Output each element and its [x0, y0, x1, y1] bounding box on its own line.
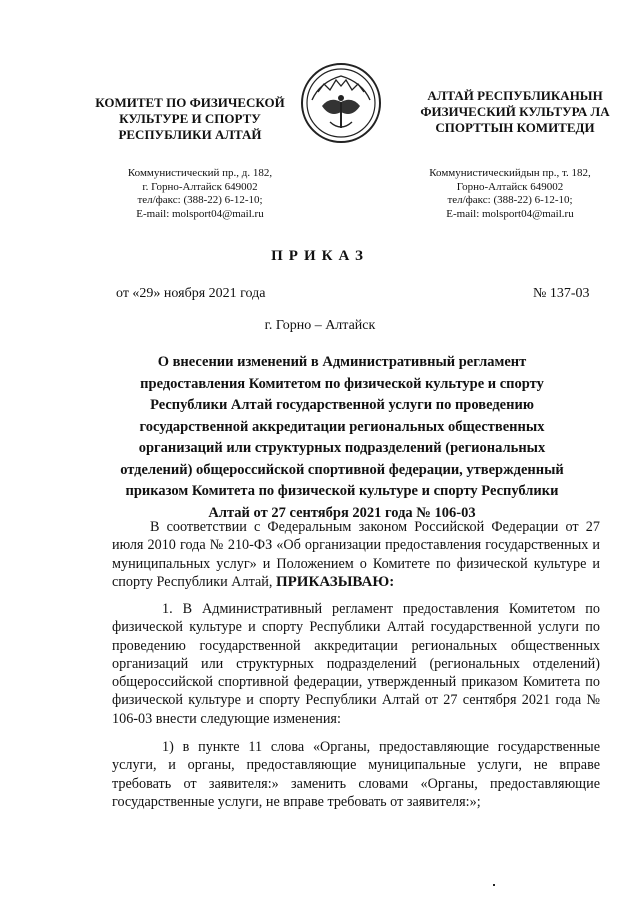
document-title: ПРИКАЗ: [271, 248, 369, 264]
order-city: г. Горно – Алтайск: [264, 318, 376, 333]
preamble-paragraph: [112, 518, 600, 591]
address-email: E-mail: molsport04@mail.ru: [446, 207, 574, 220]
item-1-1-paragraph: 1) в пункте 11 слова «Органы, предоставляющие государственные услуги, и органы, предоставляющие муниципальные услуги, не вправе требовать от заявителя:» заменить словами «Органы, предоставляющие государственные услуги, не вправе требовать от заявителя:»;: [112, 739, 600, 810]
org-name-line: АЛТАЙ РЕСПУБЛИКАНЫН: [427, 88, 603, 103]
subject-line: государственной аккредитации региональных общественных: [139, 418, 545, 435]
address-line: тел/факс: (388-22) 6-12-10;: [447, 194, 573, 206]
address-line: Коммунистический пр., д. 182,: [127, 167, 273, 179]
org-name-russian: [90, 95, 290, 143]
subject-line: отделений) общероссийской спортивной федерации, утвержденный: [120, 461, 564, 478]
subject-line: Алтай от 27 сентября 2021 года № 106-03: [208, 504, 476, 521]
item-1-paragraph: 1. В Административный регламент предоставления Комитетом по физической культуре и спорту Республики Алтай государственной услуги по проведению государственной аккредитации региональных общественных организаций или структурных подразделений (региональных отделений) общероссийской спортивной федерации, утвержденный приказом Комитета по физической культуре и спорту Республики Алтай от 27 сентября 2021 года № 106-03 внести следующие изменения:: [112, 601, 600, 727]
page-speck: [493, 884, 495, 886]
subject-line: приказом Комитета по физической культуре и спорту Республики: [125, 483, 559, 499]
address-altai: [405, 167, 615, 221]
address-line: Коммунистическийдын пр., т. 182,: [429, 167, 591, 179]
order-keyword: ПРИКАЗЫВАЮ:: [275, 573, 395, 590]
subject-line: предоставления Комитетом по физической культуре и спорту: [140, 375, 544, 392]
address-line: г. Горно-Алтайск 649002: [142, 180, 258, 193]
org-name-line: ФИЗИЧЕСКИЙ КУЛЬТУРА ЛА: [420, 104, 610, 119]
address-line: тел/факс: (388-22) 6-12-10;: [137, 194, 263, 206]
order-number: № 137-03: [533, 286, 590, 301]
subject-line: О внесении изменений в Административный регламент: [157, 354, 527, 370]
org-name-line: КУЛЬТУРЕ И СПОРТУ: [119, 111, 261, 126]
subject-line: Республики Алтай государственной услуги по проведению: [150, 397, 534, 413]
address-russian: [100, 167, 300, 221]
preamble-text: В соответствии с Федеральным законом Российской Федерации от 27 июля 2010 года № 210-ФЗ «Об организации предоставления государственных и муниципальных услуг» и Положением о Комитете по физической культуре и спорту Республики Алтай,: [112, 519, 600, 590]
order-subject: [112, 352, 572, 524]
republic-emblem-icon: [300, 62, 382, 144]
org-name-altai: [405, 88, 625, 136]
subject-line: организаций или структурных подразделений (региональных: [138, 440, 546, 456]
org-name-line: СПОРТТЫН КОМИТЕДИ: [435, 120, 595, 135]
org-name-line: РЕСПУБЛИКИ АЛТАЙ: [118, 127, 262, 142]
address-email: E-mail: molsport04@mail.ru: [136, 207, 264, 220]
address-line: Горно-Алтайск 649002: [456, 180, 564, 193]
org-name-line: КОМИТЕТ ПО ФИЗИЧЕСКОЙ: [95, 95, 285, 110]
order-date: от «29» ноября 2021 года: [116, 286, 266, 301]
